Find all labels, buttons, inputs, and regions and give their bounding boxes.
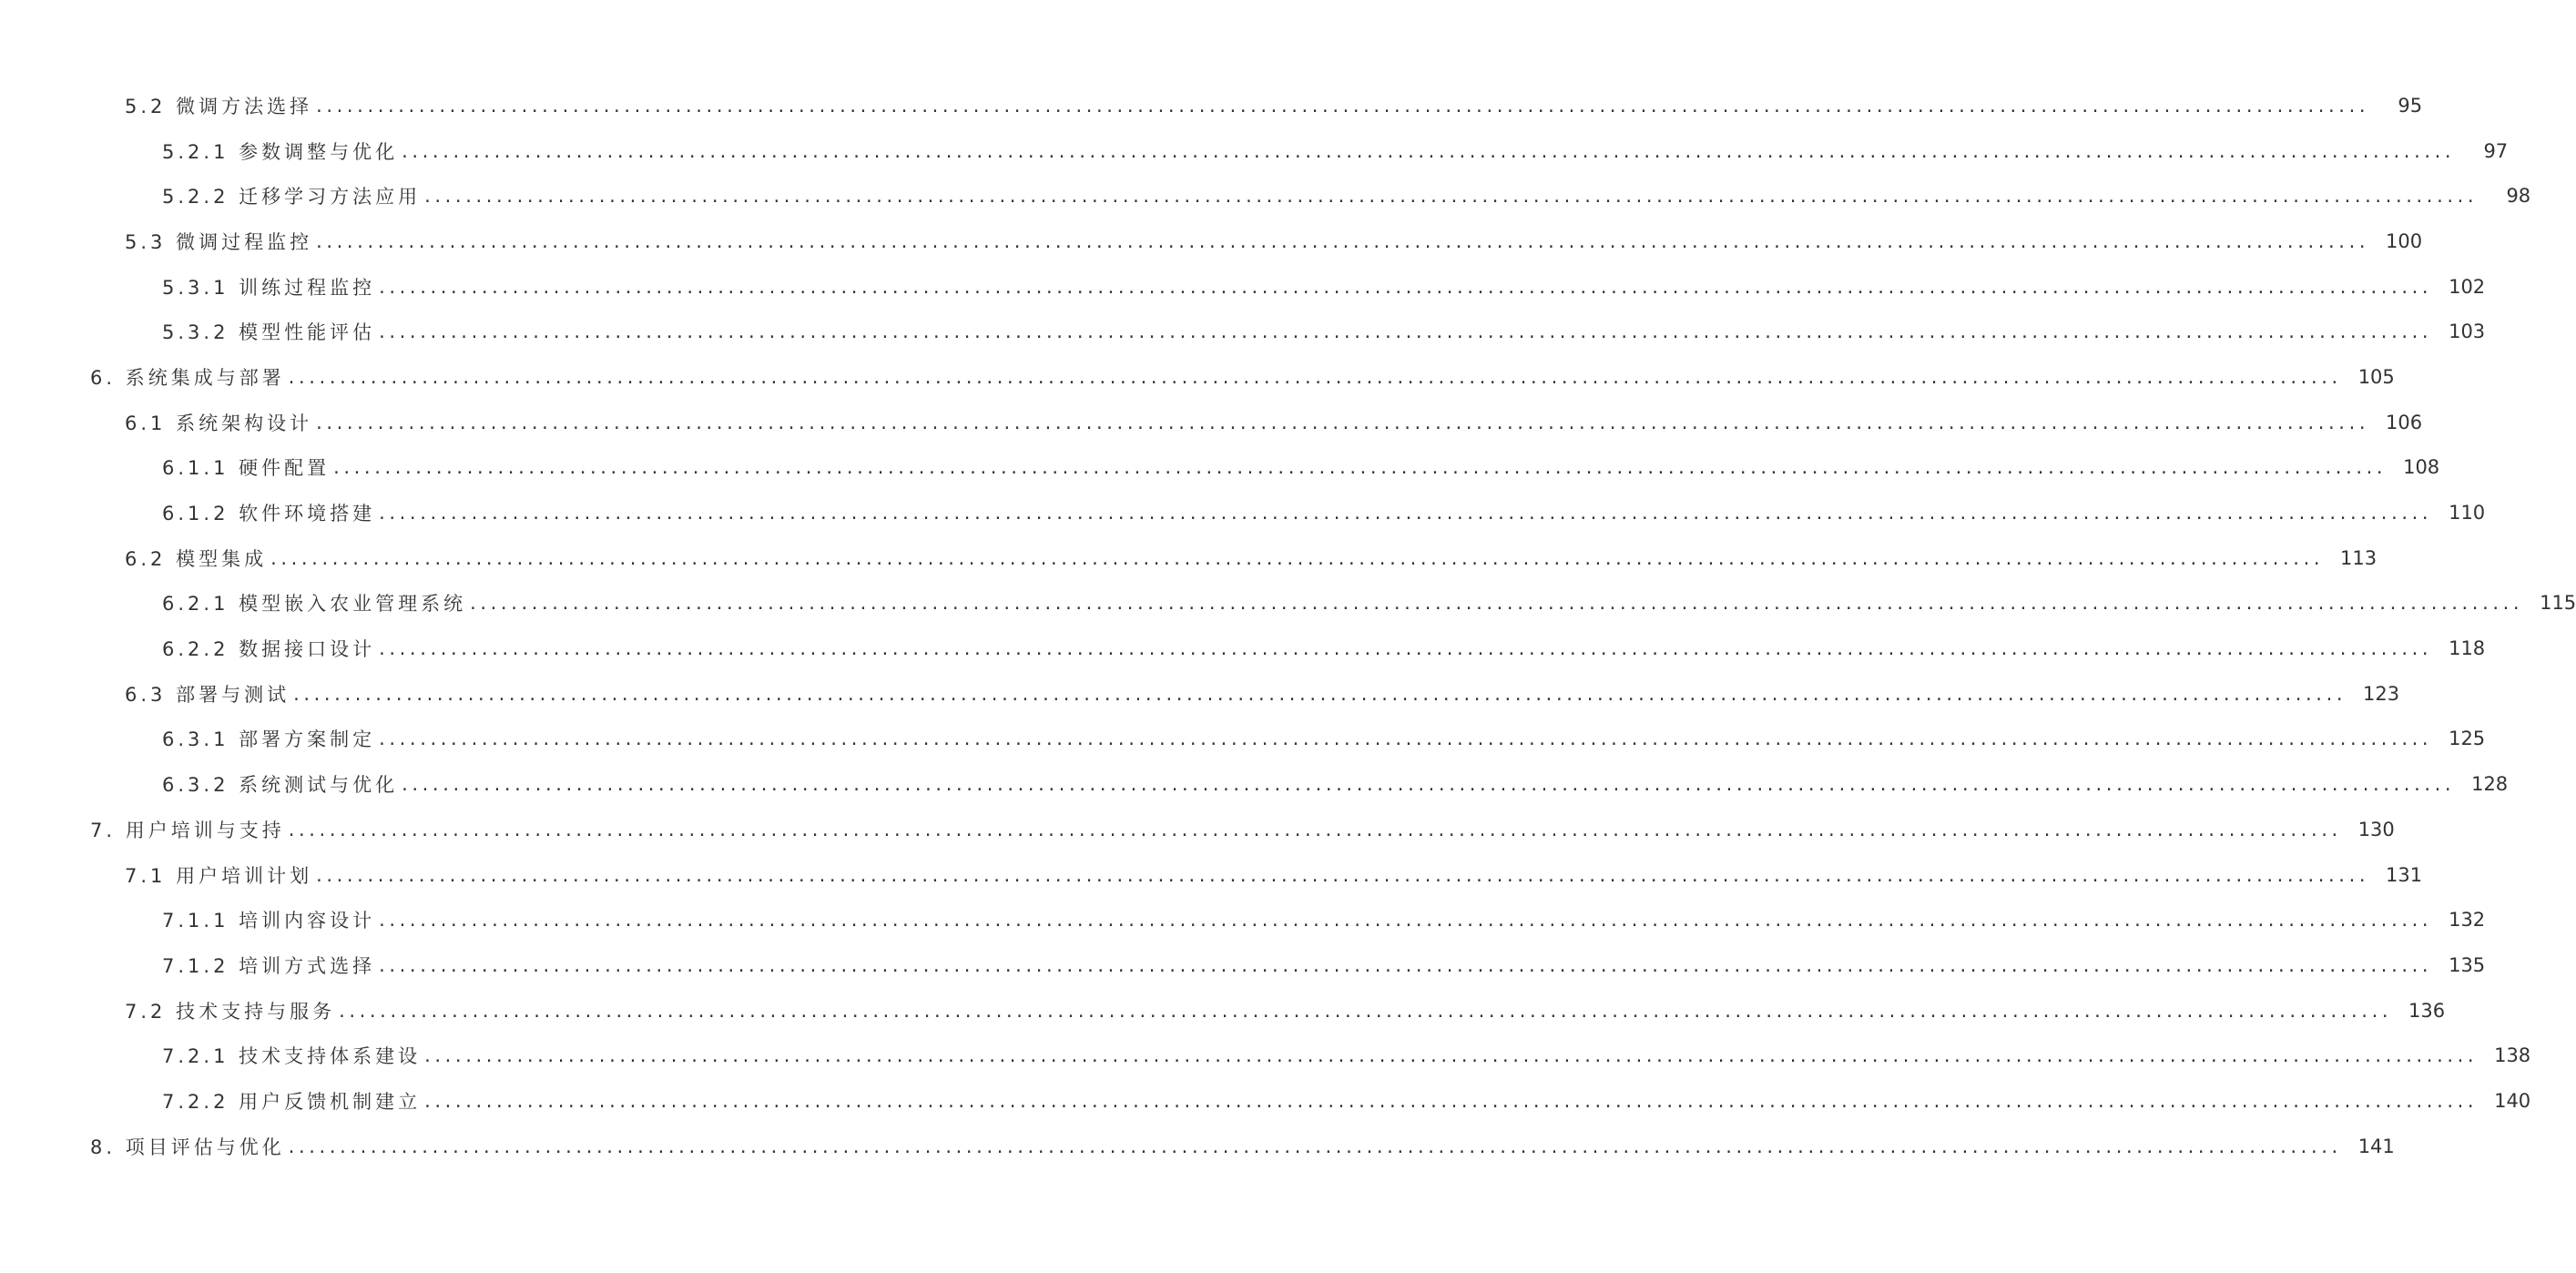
toc-leader-dots: ........................................................................................................................................................................................................	[270, 546, 2325, 569]
toc-entry-page: 135	[2449, 953, 2486, 976]
toc-entry-title: 7.2 技术支持与服务	[125, 1000, 336, 1023]
toc-entry[interactable]	[0, 173, 2531, 219]
toc-leader-dots: ........................................................................................................................................................................................................	[339, 999, 2393, 1022]
toc-entry-title: 6.2.1 模型嵌入农业管理系统	[162, 593, 467, 616]
toc-entry-title: 8. 项目评估与优化	[90, 1136, 285, 1158]
toc-leader-dots: ........................................................................................................................................................................................................	[316, 863, 2370, 886]
toc-entry-page: 97	[2483, 139, 2509, 162]
toc-leader-dots: ........................................................................................................................................................................................................	[424, 1044, 2479, 1067]
toc-entry-page: 132	[2449, 909, 2486, 932]
toc-entry-page: 113	[2340, 546, 2377, 569]
toc-leader-dots: ........................................................................................................................................................................................................	[379, 728, 2433, 750]
toc-entry-page: 105	[2357, 365, 2395, 388]
toc-entry[interactable]	[0, 83, 2423, 128]
table-of-contents	[0, 83, 2576, 1169]
toc-entry[interactable]	[0, 581, 2576, 626]
toc-leader-dots: ........................................................................................................................................................................................................	[379, 275, 2433, 298]
toc-entry-title: 5.3.1 训练过程监控	[162, 276, 376, 299]
toc-leader-dots: ........................................................................................................................................................................................................	[333, 456, 2388, 479]
toc-entry-page: 141	[2357, 1135, 2395, 1157]
toc-entry-page: 108	[2403, 456, 2440, 479]
toc-entry[interactable]	[0, 942, 2486, 988]
toc-leader-dots: ........................................................................................................................................................................................................	[379, 502, 2433, 524]
toc-entry-title: 6.2.2 数据接口设计	[162, 638, 376, 661]
toc-entry-title: 6.3 部署与测试	[125, 683, 290, 706]
toc-entry[interactable]	[0, 1033, 2531, 1078]
toc-entry-page: 136	[2408, 999, 2446, 1022]
toc-leader-dots: ........................................................................................................................................................................................................	[379, 321, 2433, 343]
toc-entry-page: 115	[2540, 592, 2576, 615]
toc-leader-dots: ........................................................................................................................................................................................................	[316, 94, 2370, 117]
toc-leader-dots: ........................................................................................................................................................................................................	[402, 773, 2456, 796]
toc-entry-title: 7.2.2 用户反馈机制建立	[162, 1090, 422, 1113]
toc-entry-title: 5.3.2 模型性能评估	[162, 321, 376, 344]
toc-entry-page: 110	[2449, 502, 2486, 524]
toc-entry[interactable]	[0, 717, 2486, 762]
toc-leader-dots: ........................................................................................................................................................................................................	[288, 365, 2342, 388]
toc-entry-page: 128	[2471, 773, 2509, 796]
toc-entry[interactable]	[0, 490, 2486, 535]
toc-leader-dots: ........................................................................................................................................................................................................	[293, 682, 2347, 705]
toc-leader-dots: ........................................................................................................................................................................................................	[288, 1135, 2342, 1157]
toc-entry-page: 125	[2449, 728, 2486, 750]
toc-entry-title: 5.2.1 参数调整与优化	[162, 140, 399, 163]
toc-entry[interactable]	[0, 1078, 2531, 1124]
toc-entry[interactable]	[0, 264, 2486, 310]
toc-leader-dots: ........................................................................................................................................................................................................	[424, 1089, 2479, 1112]
toc-entry-page: 130	[2357, 818, 2395, 840]
toc-leader-dots: ........................................................................................................................................................................................................	[470, 592, 2524, 615]
toc-entry[interactable]	[0, 535, 2377, 581]
toc-entry-title: 6.1.1 硬件配置	[162, 457, 331, 480]
toc-entry-page: 95	[2398, 94, 2423, 117]
toc-leader-dots: ........................................................................................................................................................................................................	[424, 185, 2479, 208]
toc-entry[interactable]	[0, 354, 2395, 400]
toc-entry-title: 7. 用户培训与支持	[90, 819, 285, 841]
toc-entry[interactable]	[0, 897, 2486, 942]
toc-entry[interactable]	[0, 400, 2423, 445]
toc-entry-page: 103	[2449, 321, 2486, 343]
toc-entry[interactable]	[0, 1124, 2395, 1169]
toc-entry-title: 7.1.2 培训方式选择	[162, 954, 376, 977]
toc-entry[interactable]	[0, 128, 2509, 174]
toc-entry[interactable]	[0, 761, 2509, 807]
toc-entry-title: 7.2.1 技术支持体系建设	[162, 1045, 422, 1068]
toc-entry[interactable]	[0, 988, 2446, 1034]
toc-entry[interactable]	[0, 807, 2395, 852]
toc-leader-dots: ........................................................................................................................................................................................................	[402, 139, 2456, 162]
toc-entry-page: 118	[2449, 637, 2486, 660]
toc-entry-title: 6.1.2 软件环境搭建	[162, 503, 376, 525]
toc-entry-page: 123	[2363, 682, 2400, 705]
toc-entry-title: 7.1 用户培训计划	[125, 864, 313, 887]
toc-leader-dots: ........................................................................................................................................................................................................	[379, 637, 2433, 660]
toc-entry-page: 100	[2386, 229, 2423, 252]
toc-leader-dots: ........................................................................................................................................................................................................	[316, 411, 2370, 433]
toc-entry-title: 6.2 模型集成	[125, 547, 268, 570]
toc-entry-title: 5.3 微调过程监控	[125, 230, 313, 253]
toc-entry[interactable]	[0, 219, 2423, 264]
toc-entry-title: 6. 系统集成与部署	[90, 366, 285, 389]
toc-entry-title: 6.3.1 部署方案制定	[162, 728, 376, 751]
toc-entry[interactable]	[0, 671, 2400, 717]
toc-entry-page: 106	[2386, 411, 2423, 433]
toc-entry-title: 7.1.1 培训内容设计	[162, 910, 376, 932]
toc-entry-page: 98	[2506, 185, 2531, 208]
toc-entry-page: 138	[2494, 1044, 2531, 1067]
toc-entry-title: 5.2 微调方法选择	[125, 95, 313, 117]
toc-entry[interactable]	[0, 852, 2423, 898]
toc-entry[interactable]	[0, 626, 2486, 671]
toc-entry-title: 6.1 系统架构设计	[125, 412, 313, 434]
toc-entry-title: 5.2.2 迁移学习方法应用	[162, 186, 422, 209]
toc-entry-page: 131	[2386, 863, 2423, 886]
toc-leader-dots: ........................................................................................................................................................................................................	[379, 953, 2433, 976]
toc-entry-page: 140	[2494, 1089, 2531, 1112]
toc-entry-page: 102	[2449, 275, 2486, 298]
toc-leader-dots: ........................................................................................................................................................................................................	[288, 818, 2342, 840]
toc-leader-dots: ........................................................................................................................................................................................................	[316, 229, 2370, 252]
toc-leader-dots: ........................................................................................................................................................................................................	[379, 909, 2433, 932]
toc-entry[interactable]	[0, 309, 2486, 354]
toc-entry[interactable]	[0, 445, 2440, 491]
toc-entry-title: 6.3.2 系统测试与优化	[162, 774, 399, 797]
